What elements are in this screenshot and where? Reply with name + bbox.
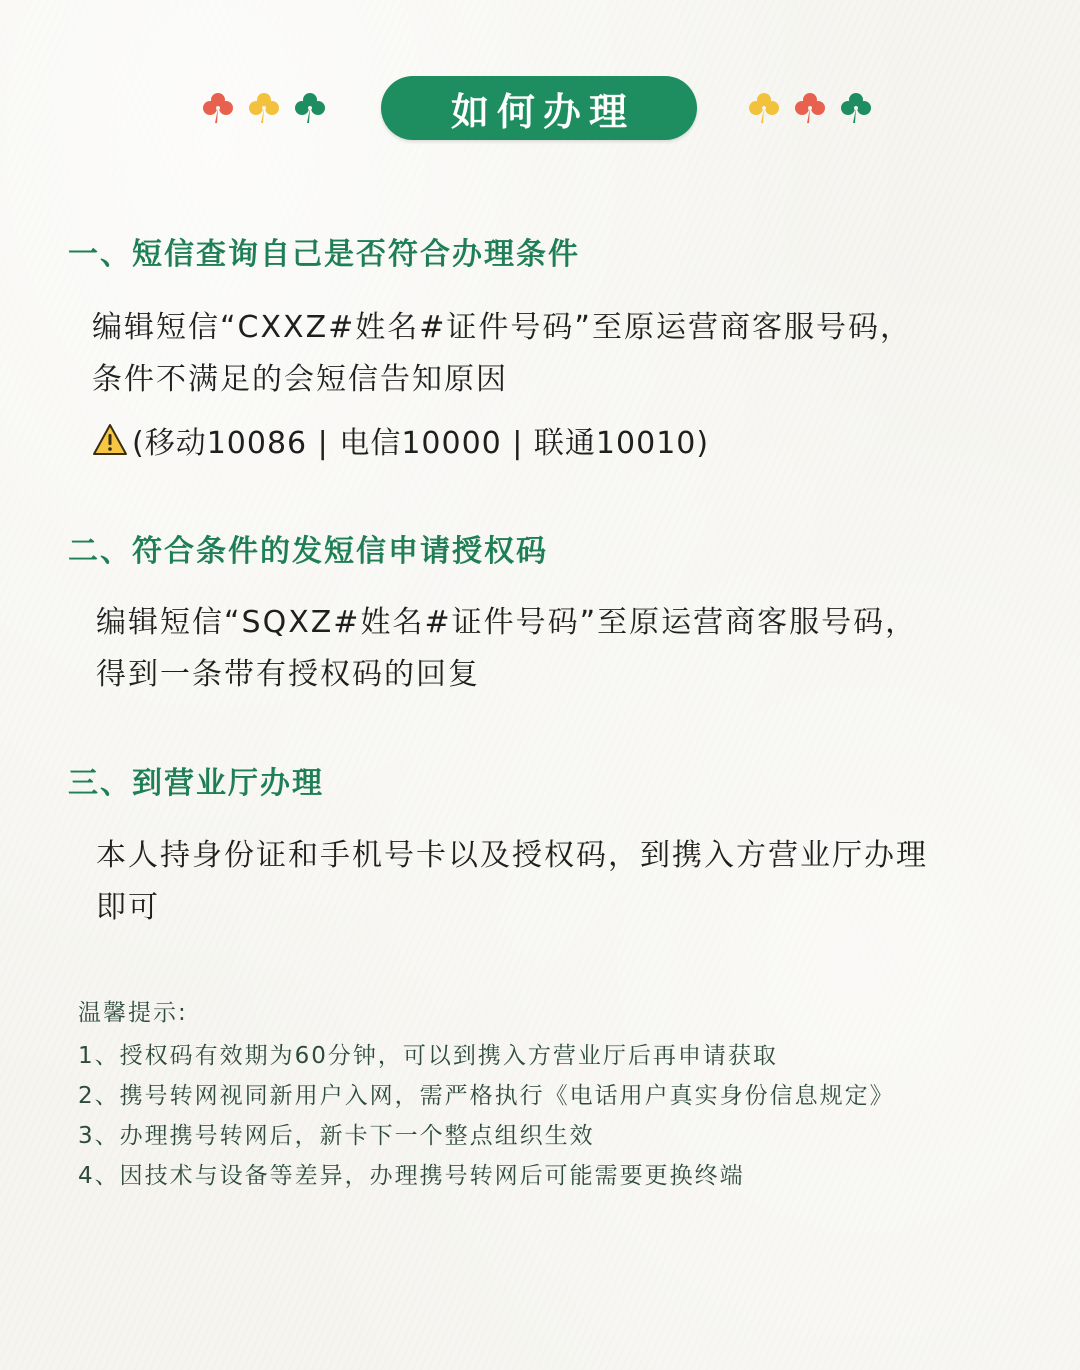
clover-icon (838, 90, 874, 126)
left-clover-group (200, 90, 328, 126)
page-title: 如何办理 (381, 76, 697, 140)
clover-icon (200, 90, 236, 126)
tip-item-2: 2、携号转网视同新用户入网，需严格执行《电话用户真实身份信息规定》 (78, 1083, 895, 1109)
warning-icon (92, 423, 128, 457)
section-3-body (96, 830, 928, 934)
tips-block (78, 996, 895, 1196)
tip-item-4: 4、因技术与设备等差异，办理携号转网后可能需要更换终端 (78, 1163, 745, 1189)
tips-list (78, 1036, 895, 1196)
tip-item-3: 3、办理携号转网后，新卡下一个整点组织生效 (78, 1123, 595, 1149)
header (0, 76, 1080, 140)
clover-icon (292, 90, 328, 126)
section-2-line-2: 得到一条带有授权码的回复 (96, 657, 480, 692)
section-1-line-1: 编辑短信“CXXZ#姓名#证件号码”至原运营商客服号码， (92, 310, 912, 345)
section-1-line-2: 条件不满足的会短信告知原因 (92, 362, 508, 397)
clover-icon (792, 90, 828, 126)
clover-icon (246, 90, 282, 126)
section-2-body (96, 597, 917, 701)
tip-item-1: 1、授权码有效期为60分钟，可以到携入方营业厅后再申请获取 (78, 1043, 778, 1069)
right-clover-group (746, 90, 874, 126)
section-3-line-1: 本人持身份证和手机号卡以及授权码，到携入方营业厅办理 (96, 838, 928, 873)
section-3-title: 三、到营业厅办理 (68, 766, 324, 801)
section-2-line-1: 编辑短信“SQXZ#姓名#证件号码”至原运营商客服号码， (96, 605, 918, 640)
tips-title: 温馨提示: (78, 1000, 188, 1026)
section-3-line-2: 即可 (96, 890, 160, 925)
clover-icon (746, 90, 782, 126)
carrier-numbers-note (92, 418, 709, 462)
section-1-body (92, 302, 912, 406)
section-2-title: 二、符合条件的发短信申请授权码 (68, 534, 548, 569)
section-1-title: 一、短信查询自己是否符合办理条件 (68, 237, 580, 272)
carrier-numbers-text: (移动10086 | 电信10000 | 联通10010) (132, 426, 710, 461)
